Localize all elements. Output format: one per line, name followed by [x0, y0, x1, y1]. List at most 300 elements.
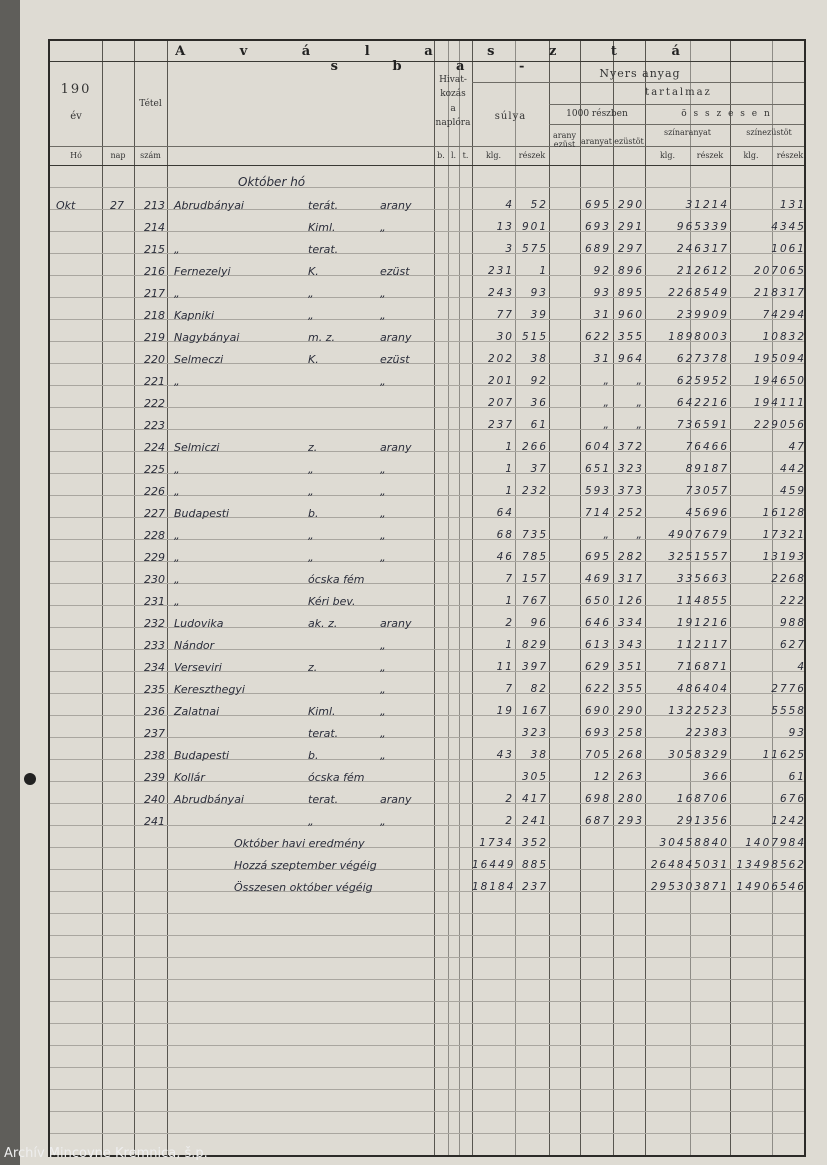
cell-sa: 246317	[676, 243, 729, 255]
table-row	[50, 570, 804, 592]
cell-resz: 829	[521, 639, 548, 651]
cell-resz: 305	[521, 771, 548, 783]
cell-type: „	[308, 309, 314, 322]
cell-type: terat.	[308, 727, 339, 740]
cell-metal: arany	[380, 199, 412, 212]
cell-metal: „	[380, 661, 386, 674]
row-line	[50, 935, 804, 936]
cell-sa: 486404	[676, 683, 729, 695]
cell-ez: 290	[617, 199, 644, 211]
cell-type: „	[308, 287, 314, 300]
aranyat-label: aranyat	[580, 137, 613, 146]
table-row	[50, 636, 804, 658]
cell-szam: 236	[144, 705, 165, 718]
cell-sa: 168706	[676, 793, 729, 805]
total-resz: 352	[521, 837, 548, 849]
cell-type: terát.	[308, 199, 339, 212]
cell-metal: „	[380, 749, 386, 762]
hivat-2: kozás	[440, 89, 466, 100]
cell-metal: ezüst	[380, 353, 410, 366]
cell-klg: 7	[505, 683, 514, 695]
ledger-title: A v á l a s z t á s b a -	[175, 44, 705, 74]
cell-klg: 30	[496, 331, 514, 343]
cell-klg: 7	[505, 573, 514, 585]
cell-sa: 366	[702, 771, 729, 783]
total-row	[50, 878, 804, 900]
cell-klg: 4	[505, 199, 514, 211]
row-line	[50, 1133, 804, 1134]
cell-se: 988	[779, 617, 806, 629]
total-row	[50, 856, 804, 878]
cell-ez: „	[636, 375, 644, 387]
cell-ho: Okt	[56, 199, 76, 212]
nyers-label: Nyers anyag	[599, 67, 681, 80]
cell-ez: 126	[617, 595, 644, 607]
cell-ez: 355	[617, 331, 644, 343]
cell-resz: 735	[521, 529, 548, 541]
cell-klg: 243	[487, 287, 514, 299]
cell-type: „	[308, 463, 314, 476]
cell-sa: 965339	[676, 221, 729, 233]
cell-type: m. z.	[308, 331, 335, 344]
table-row	[50, 746, 804, 768]
header-line	[50, 146, 804, 147]
cell-name: Kollár	[174, 771, 205, 784]
cell-name: „	[174, 287, 180, 300]
cell-type: ak. z.	[308, 617, 338, 630]
cell-ez: 252	[617, 507, 644, 519]
cell-klg: 11	[496, 661, 514, 673]
cell-ez: 291	[617, 221, 644, 233]
cell-type: terat.	[308, 793, 339, 806]
cell-szam: 226	[144, 485, 165, 498]
cell-resz: 767	[521, 595, 548, 607]
month-heading-row	[50, 172, 804, 194]
cell-se: 47	[788, 441, 806, 453]
cell-szam: 228	[144, 529, 165, 542]
cell-sa: 31214	[685, 199, 729, 211]
table-row	[50, 526, 804, 548]
cell-metal: „	[380, 529, 386, 542]
arany-ezust-1: arany	[552, 131, 577, 140]
cell-metal: „	[380, 639, 386, 652]
cell-ar: 12	[593, 771, 611, 783]
cell-name: Kapniki	[174, 309, 214, 322]
table-row	[50, 328, 804, 350]
cell-szam: 214	[144, 221, 165, 234]
ezustot-label: ezüstöt	[614, 137, 644, 146]
cell-sa: 3058329	[668, 749, 729, 761]
cell-name: Kereszthegyi	[174, 683, 245, 696]
table-row	[50, 438, 804, 460]
cell-szam: 223	[144, 419, 165, 432]
cell-name: Fernezelyi	[174, 265, 231, 278]
cell-name: „	[174, 243, 180, 256]
cell-name: Selmiczi	[174, 441, 220, 454]
cell-szam: 230	[144, 573, 165, 586]
cell-metal: arany	[380, 441, 412, 454]
total-sa: 295303871	[650, 881, 729, 893]
table-row	[50, 240, 804, 262]
cell-ar: 622	[584, 683, 611, 695]
cell-ar: „	[603, 375, 611, 387]
cell-ez: 960	[617, 309, 644, 321]
cell-metal: „	[380, 485, 386, 498]
cell-szam: 216	[144, 265, 165, 278]
cell-resz: 92	[530, 375, 548, 387]
cell-szam: 215	[144, 243, 165, 256]
cell-sa: 335663	[676, 573, 729, 585]
cell-name: Nándor	[174, 639, 215, 652]
cell-resz: 323	[521, 727, 548, 739]
cell-ar: 693	[584, 221, 611, 233]
table-row	[50, 702, 804, 724]
total-resz: 237	[521, 881, 548, 893]
table-row	[50, 306, 804, 328]
cell-sa: 1898003	[668, 331, 729, 343]
total-se: 14906546	[736, 881, 806, 893]
cell-ez: 964	[617, 353, 644, 365]
table-row	[50, 768, 804, 790]
cell-sa: 112117	[676, 639, 729, 651]
cell-type: terat.	[308, 243, 339, 256]
table-row	[50, 680, 804, 702]
row-line	[50, 979, 804, 980]
cell-klg: 1	[505, 441, 514, 453]
cell-sa: 1322523	[668, 705, 729, 717]
cell-name: „	[174, 485, 180, 498]
cell-ez: 317	[617, 573, 644, 585]
ho-label: Hó	[70, 151, 82, 160]
cell-sa: 627378	[676, 353, 729, 365]
cell-szam: 217	[144, 287, 165, 300]
total-sa: 264845031	[650, 859, 729, 871]
cell-resz: 61	[530, 419, 548, 431]
cell-se: 131	[779, 199, 806, 211]
cell-ez: 280	[617, 793, 644, 805]
total-resz: 885	[521, 859, 548, 871]
cell-sa: 2126̇12	[676, 265, 729, 277]
cell-se: 74294	[762, 309, 806, 321]
reszek-label-2: részek	[696, 151, 724, 160]
cell-ar: 613	[584, 639, 611, 651]
total-se: 13498562	[736, 859, 806, 871]
cell-resz: 93	[530, 287, 548, 299]
table-row	[50, 658, 804, 680]
cell-klg: 43	[496, 749, 514, 761]
cell-name: Zalatnai	[174, 705, 220, 718]
table-row	[50, 262, 804, 284]
cell-se: 195094	[753, 353, 806, 365]
cell-klg: 1	[505, 485, 514, 497]
klg-label-2: klg.	[659, 151, 676, 160]
cell-metal: „	[380, 463, 386, 476]
cell-sa: 736591	[676, 419, 729, 431]
cell-szam: 221	[144, 375, 165, 388]
cell-se: 442	[779, 463, 806, 475]
cell-name: Ludovika	[174, 617, 224, 630]
szinezustot-label: színezüstöt	[746, 128, 792, 137]
cell-ez: 293	[617, 815, 644, 827]
cell-se: 13193	[762, 551, 806, 563]
cell-szam: 219	[144, 331, 165, 344]
cell-ar: 31	[593, 309, 611, 321]
cell-type: Kiml.	[308, 705, 336, 718]
cell-resz: 38	[530, 353, 548, 365]
cell-se: 222	[779, 595, 806, 607]
cell-resz: 515	[521, 331, 548, 343]
cell-type: z.	[308, 441, 318, 454]
header-line	[472, 82, 804, 83]
row-line	[50, 957, 804, 958]
cell-name: Verseviri	[174, 661, 222, 674]
klg-label: klg.	[485, 151, 502, 160]
cell-szam: 227	[144, 507, 165, 520]
cell-klg: 46	[496, 551, 514, 563]
cell-szam: 231	[144, 595, 165, 608]
cell-szam: 234	[144, 661, 165, 674]
punch-hole	[24, 773, 36, 785]
cell-ar: 651	[584, 463, 611, 475]
cell-klg: 207	[487, 397, 514, 409]
cell-metal: „	[380, 507, 386, 520]
cell-ar: 687	[584, 815, 611, 827]
l-label: l.	[450, 151, 457, 160]
table-row	[50, 460, 804, 482]
cell-type: „	[308, 485, 314, 498]
cell-ar: 93	[593, 287, 611, 299]
cell-resz: 232	[521, 485, 548, 497]
cell-szam: 222	[144, 397, 165, 410]
total-label: Összesen október végéig	[234, 881, 373, 894]
cell-ez: 263	[617, 771, 644, 783]
cell-ez: 323	[617, 463, 644, 475]
cell-se: 2268	[771, 573, 806, 585]
cell-ez: 372	[617, 441, 644, 453]
cell-metal: „	[380, 375, 386, 388]
cell-klg: 64	[496, 507, 514, 519]
cell-name: Nagybányai	[174, 331, 240, 344]
cell-metal: „	[380, 727, 386, 740]
cell-ar: „	[603, 397, 611, 409]
cell-ez: 355	[617, 683, 644, 695]
cell-resz: 96	[530, 617, 548, 629]
cell-klg: 2	[505, 793, 514, 805]
reszek-label: részek	[518, 151, 546, 160]
cell-sa: 3251557	[668, 551, 729, 563]
cell-ar: 593	[584, 485, 611, 497]
hivat-1: Hivat-	[439, 75, 467, 85]
cell-szam: 237	[144, 727, 165, 740]
cell-szam: 229	[144, 551, 165, 564]
row-line	[50, 1067, 804, 1068]
cell-ez: „	[636, 529, 644, 541]
cell-szam: 235	[144, 683, 165, 696]
b-label: b.	[437, 151, 445, 160]
row-line	[50, 1023, 804, 1024]
total-klg: 16449	[472, 859, 516, 871]
ledger-table	[48, 39, 806, 1157]
cell-sa: 642216	[676, 397, 729, 409]
cell-szam: 220	[144, 353, 165, 366]
cell-ez: 373	[617, 485, 644, 497]
cell-ez: 343	[617, 639, 644, 651]
cell-se: 194650	[753, 375, 806, 387]
szinaranyat-label: színaranyat	[663, 128, 712, 137]
cell-name: Budapesti	[174, 749, 230, 762]
table-row	[50, 416, 804, 438]
table-row	[50, 196, 804, 218]
cell-metal: arany	[380, 793, 412, 806]
cell-type: „	[308, 551, 314, 564]
cell-se: 93	[788, 727, 806, 739]
cell-resz: 39	[530, 309, 548, 321]
cell-ez: 258	[617, 727, 644, 739]
cell-type: „	[308, 529, 314, 542]
cell-ar: 689	[584, 243, 611, 255]
cell-klg: 1	[505, 463, 514, 475]
cell-ar: 650	[584, 595, 611, 607]
cell-szam: 213	[144, 199, 165, 212]
cell-name: Selmeczi	[174, 353, 224, 366]
cell-metal: arany	[380, 331, 412, 344]
table-row	[50, 724, 804, 746]
nap-label: nap	[110, 151, 126, 160]
cell-name: „	[174, 595, 180, 608]
cell-klg: 237	[487, 419, 514, 431]
osszesen-label: ö s s z e s e n	[681, 109, 772, 119]
cell-se: 229056	[753, 419, 806, 431]
cell-se: 16128	[762, 507, 806, 519]
year-label: 190	[60, 82, 92, 97]
row-line	[50, 1045, 804, 1046]
cell-ar: 31	[593, 353, 611, 365]
cell-resz: 575	[521, 243, 548, 255]
table-row	[50, 790, 804, 812]
cell-name: „	[174, 529, 180, 542]
cell-sa: 625952	[676, 375, 729, 387]
ev-label: év	[70, 111, 82, 122]
cell-resz: 82	[530, 683, 548, 695]
cell-ez: 351	[617, 661, 644, 673]
cell-name: „	[174, 375, 180, 388]
cell-name: „	[174, 573, 180, 586]
total-klg: 1734	[479, 837, 514, 849]
cell-klg: 19	[496, 705, 514, 717]
cell-szam: 238	[144, 749, 165, 762]
cell-sa: 76466	[685, 441, 729, 453]
cell-name: Abrudbányai	[174, 793, 244, 806]
row-line	[50, 1001, 804, 1002]
cell-se: 207065	[753, 265, 806, 277]
cell-metal: „	[380, 309, 386, 322]
total-se: 1407984	[745, 837, 806, 849]
cell-se: 17321	[762, 529, 806, 541]
cell-ez: „	[636, 419, 644, 431]
cell-sa: 45696	[685, 507, 729, 519]
cell-klg: 201	[487, 375, 514, 387]
cell-szam: 225	[144, 463, 165, 476]
cell-klg: 202	[487, 353, 514, 365]
cell-resz: 37	[530, 463, 548, 475]
cell-name: „	[174, 551, 180, 564]
cell-resz: 901	[521, 221, 548, 233]
table-row	[50, 372, 804, 394]
month-heading: Október hó	[238, 175, 306, 189]
row-line	[50, 1089, 804, 1090]
total-row	[50, 834, 804, 856]
cell-type: „	[308, 815, 314, 828]
cell-se: 676	[779, 793, 806, 805]
total-sa: 30458840	[659, 837, 729, 849]
header-line	[549, 124, 804, 125]
archive-credit: Archív Mincovne Kremnica, š.p.	[4, 1146, 208, 1161]
cell-sa: 4907679	[668, 529, 729, 541]
cell-resz: 397	[521, 661, 548, 673]
cell-ar: 92	[593, 265, 611, 277]
cell-se: 218317	[753, 287, 806, 299]
cell-szam: 218	[144, 309, 165, 322]
cell-type: ócska fém	[308, 573, 365, 586]
cell-klg: 1	[505, 639, 514, 651]
table-row	[50, 812, 804, 834]
cell-sa: 89187	[685, 463, 729, 475]
cell-ez: 297	[617, 243, 644, 255]
cell-metal: „	[380, 287, 386, 300]
cell-ar: 714	[584, 507, 611, 519]
cell-klg: 3	[505, 243, 514, 255]
cell-type: b.	[308, 507, 319, 520]
cell-se: 627	[779, 639, 806, 651]
table-row	[50, 592, 804, 614]
cell-ez: 334	[617, 617, 644, 629]
cell-metal: „	[380, 815, 386, 828]
cell-ez: „	[636, 397, 644, 409]
total-label: Hozzá szeptember végéig	[234, 859, 377, 872]
cell-resz: 266	[521, 441, 548, 453]
table-row	[50, 394, 804, 416]
cell-ar: 469	[584, 573, 611, 585]
reszek-label-3: részek	[776, 151, 804, 160]
cell-ez: 290	[617, 705, 644, 717]
cell-metal: „	[380, 551, 386, 564]
cell-szam: 233	[144, 639, 165, 652]
cell-resz: 36	[530, 397, 548, 409]
cell-resz: 1	[539, 265, 548, 277]
cell-metal: arany	[380, 617, 412, 630]
cell-sa: 73057	[685, 485, 729, 497]
table-row	[50, 614, 804, 636]
cell-ar: „	[603, 529, 611, 541]
cell-ar: 695	[584, 551, 611, 563]
cell-name: Budapesti	[174, 507, 230, 520]
cell-metal: ezüst	[380, 265, 410, 278]
cell-se: 459	[779, 485, 806, 497]
cell-name: „	[174, 463, 180, 476]
hivat-4: naplóra	[435, 118, 471, 129]
cell-resz: 241	[521, 815, 548, 827]
cell-ez: 268	[617, 749, 644, 761]
cell-klg: 13	[496, 221, 514, 233]
cell-ez: 895	[617, 287, 644, 299]
cell-ar: 629	[584, 661, 611, 673]
cell-se: 10832	[762, 331, 806, 343]
header-line	[549, 104, 804, 105]
row-line	[50, 1111, 804, 1112]
cell-klg: 68	[496, 529, 514, 541]
cell-resz: 38	[530, 749, 548, 761]
cell-szam: 224	[144, 441, 165, 454]
